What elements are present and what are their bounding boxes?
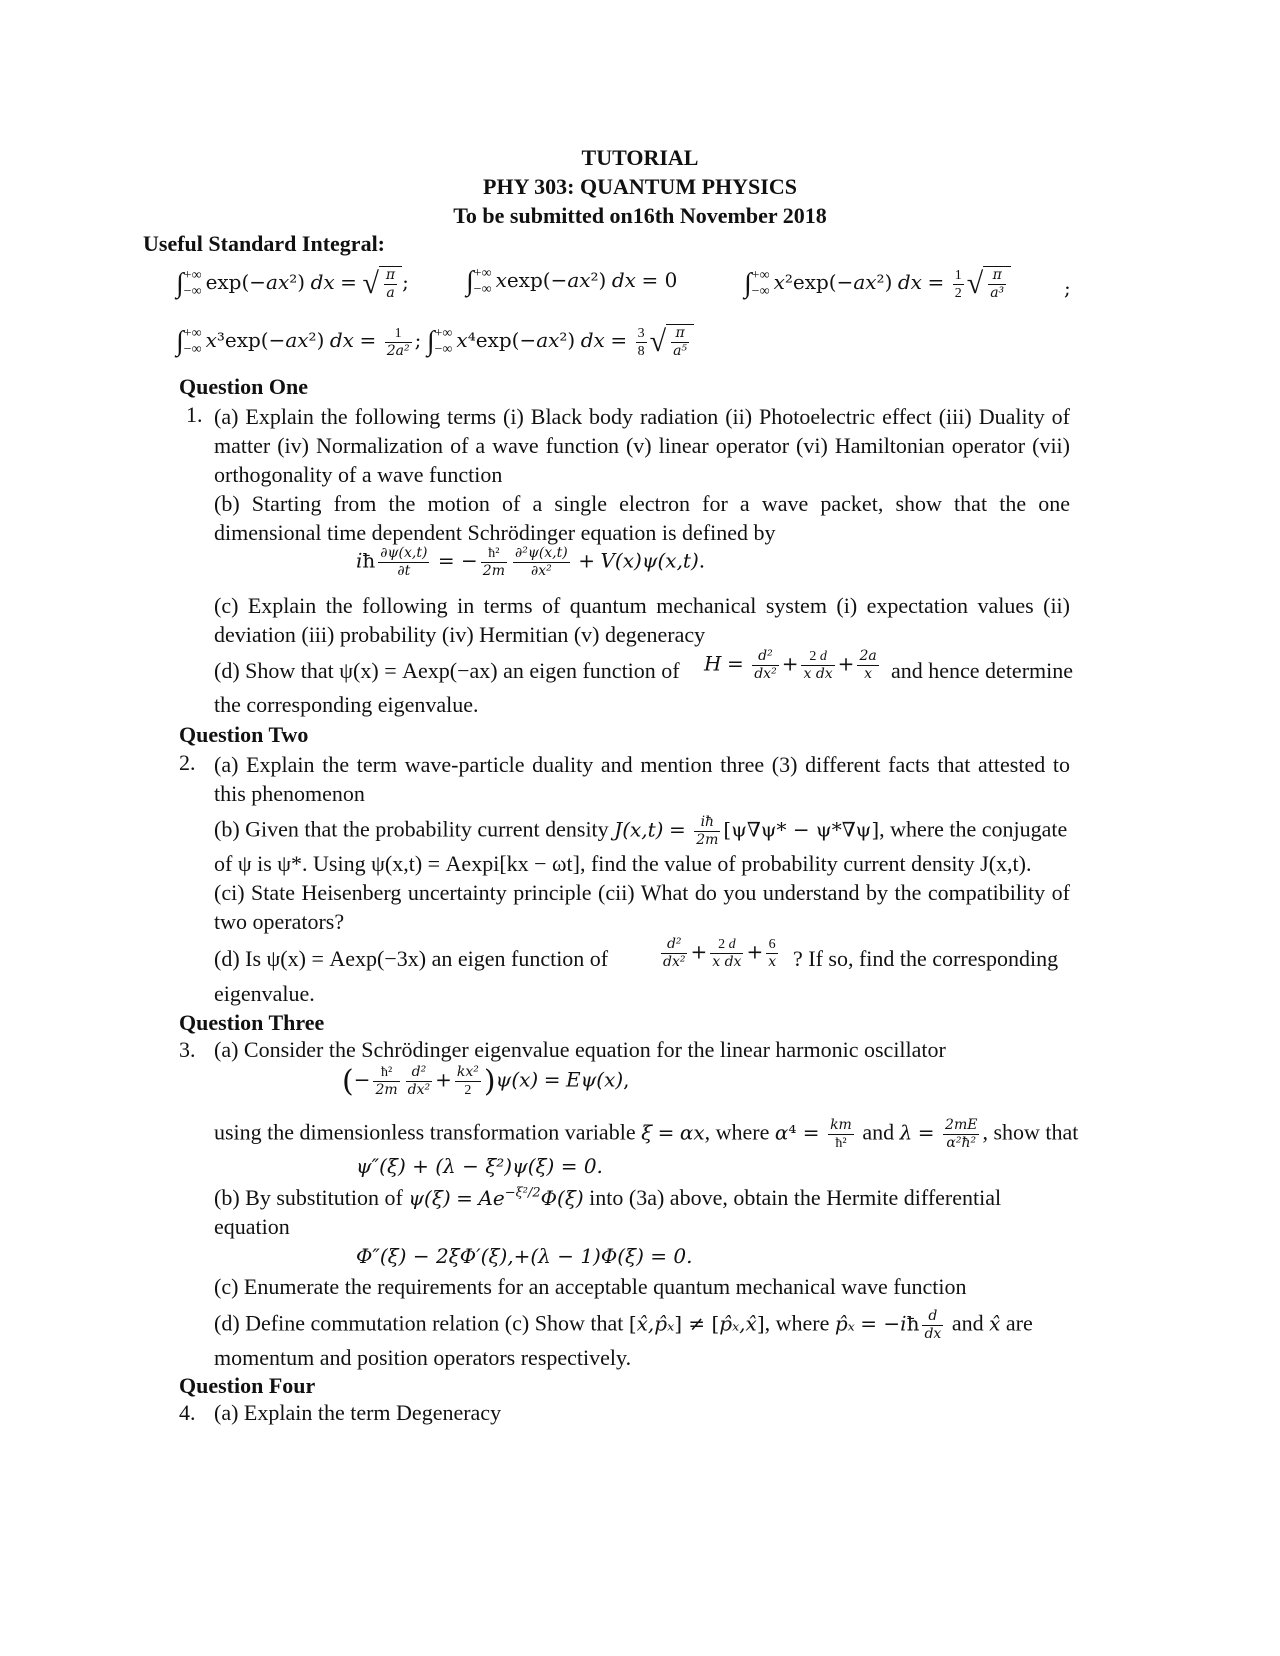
q2-number: 2. xyxy=(179,750,196,775)
q1-part-d-end: the corresponding eigenvalue. xyxy=(214,692,479,717)
q1-part-a: (a) Explain the following terms (i) Black body radiation (ii) Photoelectric effect (iii) Duality of matter (iv) Normalization of a wave function (v) linear operator (vi) Hamiltonian operator (vii) orthogonality of a wave function xyxy=(214,404,1070,487)
integral-gaussian: ∫ +∞ −∞ exp(−ax²) dx = √ $\frac{\pi}{a}$ ; xyxy=(176,267,409,301)
q4-heading: Question Four xyxy=(179,1373,316,1398)
q2-operator: $\frac{\text{d²}}{\text{dx²}}$ + $\frac{2 d}{\text{x dx}}$ + $\frac{6}{x}$ xyxy=(663,936,777,970)
integral-odd-first-moment: ∫ +∞ −∞ xexp(−ax²) dx = 0 xyxy=(466,266,678,297)
q1-part-b: (b) Starting from the motion of a single electron for a wave packet, show that the one dimensional time dependent Schrödinger equation is defined by xyxy=(214,491,1070,545)
q2-part-b-line1: (b) Given that the probability current density J(x,t) = $\frac{iħ}{2m}$ [ψ∇ψ* − ψ*∇ψ], where the conjugate xyxy=(214,814,1068,848)
q3-part-d-end: momentum and position operators respectively. xyxy=(214,1345,632,1370)
q4-number: 4. xyxy=(179,1400,196,1425)
q4-part-a: (a) Explain the term Degeneracy xyxy=(214,1400,502,1425)
q1-heading: Question One xyxy=(179,374,308,399)
q1-schrodinger-equation: iħ $\frac{\partial\psi(x,t)}{\partial t}$ = − $\frac{\text{ħ²}}{2m}$ $\frac{\text{∂²ψ(x,t)}}{\text{∂x²}}$ + V(x)ψ(x,t). xyxy=(356,545,706,579)
course-title: PHY 303: QUANTUM PHYSICS xyxy=(483,174,797,199)
q1-part-d-text: (d) Show that ψ(x) = Aexp(−ax) an eigen function of xyxy=(214,658,680,683)
q2-part-b-line2: of ψ is ψ*. Using ψ(x,t) = Aexpi[kx − ωt], find the value of probability current density J(x,t). xyxy=(214,851,1032,876)
q3-part-b: (b) By substitution of $\psi(\xi) = Ae^{-\xi^2/2}\Phi(\xi)$ into (3a) above, obtain the Hermite differential xyxy=(214,1185,1002,1210)
integral-third-moment: ∫ +∞ −∞ x³exp(−ax²) dx = $\frac{1}{\text{2a²}}$ ; ∫ +∞ −∞ x⁴exp(−ax²) dx = $\frac{3}{8}$ √ $\frac{\pi}{\text{a⁵}}$ xyxy=(176,324,694,360)
doc-title: TUTORIAL xyxy=(581,145,699,170)
tutorial-page: TUTORIAL PHY 303: QUANTUM PHYSICS To be submitted on16th November 2018 Useful Standard Integral: ∫ +∞ −∞ exp(−ax²) dx = √ $\frac{\pi}{a}$ ; ∫ +∞ −∞ xexp(−ax²) dx = 0 ∫ +∞ −∞ x²exp(−ax²) dx = $\frac{1}{2}$ √ $\frac{\pi}{\text{a³}}$ ; ∫ +∞ −∞ x³exp(−ax²) dx = $\frac{1}{\text{2a²}}$ ; ∫ +∞ −∞ x⁴exp(−ax²) dx = $\frac{3}{8}$ √ $\frac{\pi}{\text{a⁵}}$ Question One 1. (a) Explain the following terms (i) Black body radiation (ii) Photoelectric effect (iii) Duality of matter (iv) Normalization of a wave function (v) linear operator (vi) Hamiltonian operator (vii) orthogonality of a wave function (b) Starting from the motion of a single electron for a wave packet, show that the one dimensional time dependent Schrödinger equation is defined by iħ $\frac{\partial\psi(x,t)}{\partial t}$ = − $\frac{\text{ħ²}}{2m}$ $\frac{\text{∂²ψ(x,t)}}{\text{∂x²}}$ + V(x)ψ(x,t). (c) Explain the following in terms of quantum mechanical system (i) expectation values (ii) deviation (iii) probability (iv) Hermitian (v) degeneracy (d) Show that ψ(x) = Aexp(−ax) an eigen function of H = $\frac{\text{d²}}{\text{dx²}}$ + $\frac{2 d}{\text{x dx}}$ + $\frac{2a}{x}$ and hence determine the corresponding eigenvalue. Question Two 2. (a) Explain the term wave-particle duality and mention three (3) different facts that attested to this phenomenon (b) Given that the probability current density J(x,t) = $\frac{iħ}{2m}$ [ψ∇ψ* − ψ*∇ψ], where the conjugate of ψ is ψ*. Using ψ(x,t) = Aexpi[kx − ωt], find the value of probability current density J(x,t). (ci) State Heisenberg uncertainty principle (cii) What do you understand by the compatibility of two operators? (d) Is ψ(x) = Aexp(−3x) an eigen function of $\frac{\text{d²}}{\text{dx²}}$ + $\frac{2 d}{\text{x dx}}$ + $\frac{6}{x}$ ? If so, find the corresponding eigenvalue. Question Three 3. (a) Consider the Schrödinger eigenvalue equation for the linear harmonic oscillator (− $\frac{\text{ħ²}}{2m}$ $\frac{\text{d²}}{\text{dx²}}$ + $\frac{\text{kx²}}{2}$ )ψ(x) = Eψ(x), using the dimensionless transformation variable ξ = αx, where α⁴ = $\frac{km}{\text{ħ²}}$ and λ = $\frac{2mE}{\text{α²ħ²}}$ , show that ψ″(ξ) + (λ − ξ²)ψ(ξ) = 0. (b) By substitution of $\psi(\xi) = Ae^{-\xi^2/2}\Phi(\xi)$ into (3a) above, obtain the Hermite differential equation Φ″(ξ) − 2ξΦ′(ξ),+(λ − 1)Φ(ξ) = 0. (c) Enumerate the requirements for an acceptable quantum mechanical wave function (d) Define commutation relation (c) Show that [x̂,p̂ₓ] ≠ [p̂ₓ,x̂], where p̂ₓ = −iħ $\frac{d}{dx}$ and x̂ are momentum and position operators respectively. Question Four 4. (a) Explain the term Degeneracy xyxy=(0,0,1280,1656)
q2-part-d-end: eigenvalue. xyxy=(214,981,315,1006)
q3-part-a: (a) Consider the Schrödinger eigenvalue equation for the linear harmonic oscillator xyxy=(214,1037,946,1062)
integrals-heading: Useful Standard Integral: xyxy=(143,231,386,256)
q3-number: 3. xyxy=(179,1037,196,1062)
q1-hamiltonian-operator: H = $\frac{\text{d²}}{\text{dx²}}$ + $\frac{2 d}{\text{x dx}}$ + $\frac{2a}{x}$ xyxy=(704,648,877,682)
q3-reduced-equation: ψ″(ξ) + (λ − ξ²)ψ(ξ) = 0. xyxy=(356,1154,603,1178)
q2-part-a: (a) Explain the term wave-particle duality and mention three (3) different facts that attested to this phenomenon xyxy=(214,752,1070,806)
row-semicolon: ; xyxy=(1064,276,1071,300)
q3-oscillator-equation: (− $\frac{\text{ħ²}}{2m}$ $\frac{\text{d²}}{\text{dx²}}$ + $\frac{\text{kx²}}{2}$ )ψ(x) = Eψ(x), xyxy=(342,1064,630,1099)
q1-number: 1. xyxy=(186,402,203,427)
q3-heading: Question Three xyxy=(179,1010,325,1035)
q1-part-c: (c) Explain the following in terms of quantum mechanical system (i) expectation values (ii) deviation (iii) probability (iv) Hermitian (v) degeneracy xyxy=(214,593,1070,647)
q3-part-c: (c) Enumerate the requirements for an acceptable quantum mechanical wave function xyxy=(214,1274,967,1299)
q2-heading: Question Two xyxy=(179,722,309,747)
integral-second-moment: ∫ +∞ −∞ x²exp(−ax²) dx = $\frac{1}{2}$ √ $\frac{\pi}{\text{a³}}$ xyxy=(744,266,1011,302)
submission-date: To be submitted on16th November 2018 xyxy=(453,203,827,228)
q3-part-d: (d) Define commutation relation (c) Show that [x̂,p̂ₓ] ≠ [p̂ₓ,x̂], where p̂ₓ = −iħ $\frac{d}{dx}$ and x̂ are xyxy=(214,1308,1033,1342)
q2-part-d-continue: ? If so, find the corresponding xyxy=(793,946,1059,971)
q3-transformation-text: using the dimensionless transformation variable ξ = αx, where α⁴ = $\frac{km}{\text{ħ²}}$ and λ = $\frac{2mE}{\text{α²ħ²}}$ , show that xyxy=(214,1117,1079,1151)
q2-part-d-text: (d) Is ψ(x) = Aexp(−3x) an eigen function of xyxy=(214,946,609,971)
q2-part-c: (ci) State Heisenberg uncertainty principle (cii) What do you understand by the compatibility of two operators? xyxy=(214,880,1070,934)
q3-hermite-equation: Φ″(ξ) − 2ξΦ′(ξ),+(λ − 1)Φ(ξ) = 0. xyxy=(356,1244,693,1268)
q1-part-d-continue: and hence determine xyxy=(891,658,1074,683)
